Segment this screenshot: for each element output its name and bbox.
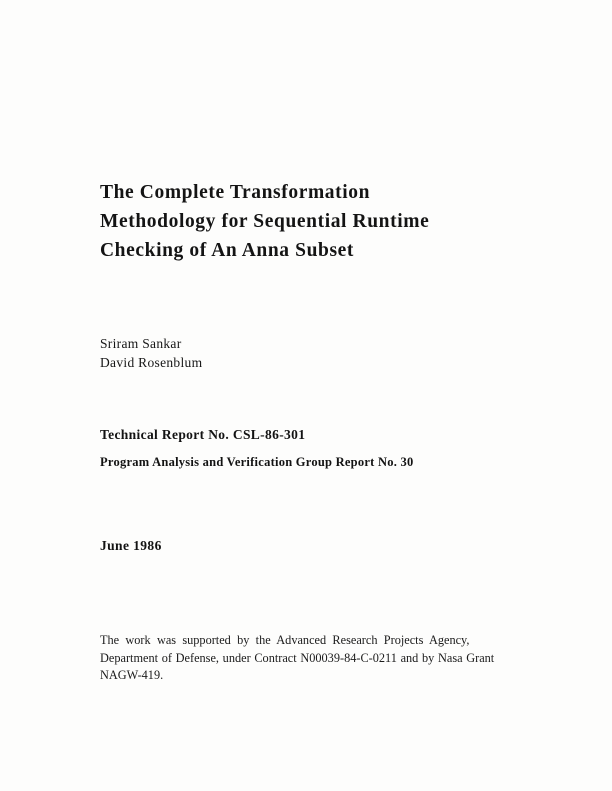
title-block	[100, 178, 512, 685]
author-name: David Rosenblum	[100, 355, 203, 370]
title-line-1: The Complete Transformation	[100, 182, 371, 203]
footnote-line-3: NAGW-419.	[100, 668, 164, 682]
report-numbers	[100, 427, 512, 470]
publication-date: June 1986	[100, 538, 162, 553]
funding-footnote	[100, 632, 508, 685]
group-report-number: Program Analysis and Verification Group Report No. 30	[100, 455, 414, 469]
page-title	[100, 178, 512, 265]
author-name: Sriram Sankar	[100, 336, 182, 351]
title-line-2: Methodology for Sequential Runtime	[100, 211, 430, 232]
footnote-line-1: The work was supported by the Advanced Research Projects Agency,	[100, 633, 470, 647]
title-line-3: Checking of An Anna Subset	[100, 240, 355, 261]
technical-report-number: Technical Report No. CSL-86-301	[100, 427, 306, 442]
author-list	[100, 334, 512, 372]
footnote-line-2: Department of Defense, under Contract N00039-84-C-0211 and by Nasa Grant	[100, 650, 495, 665]
